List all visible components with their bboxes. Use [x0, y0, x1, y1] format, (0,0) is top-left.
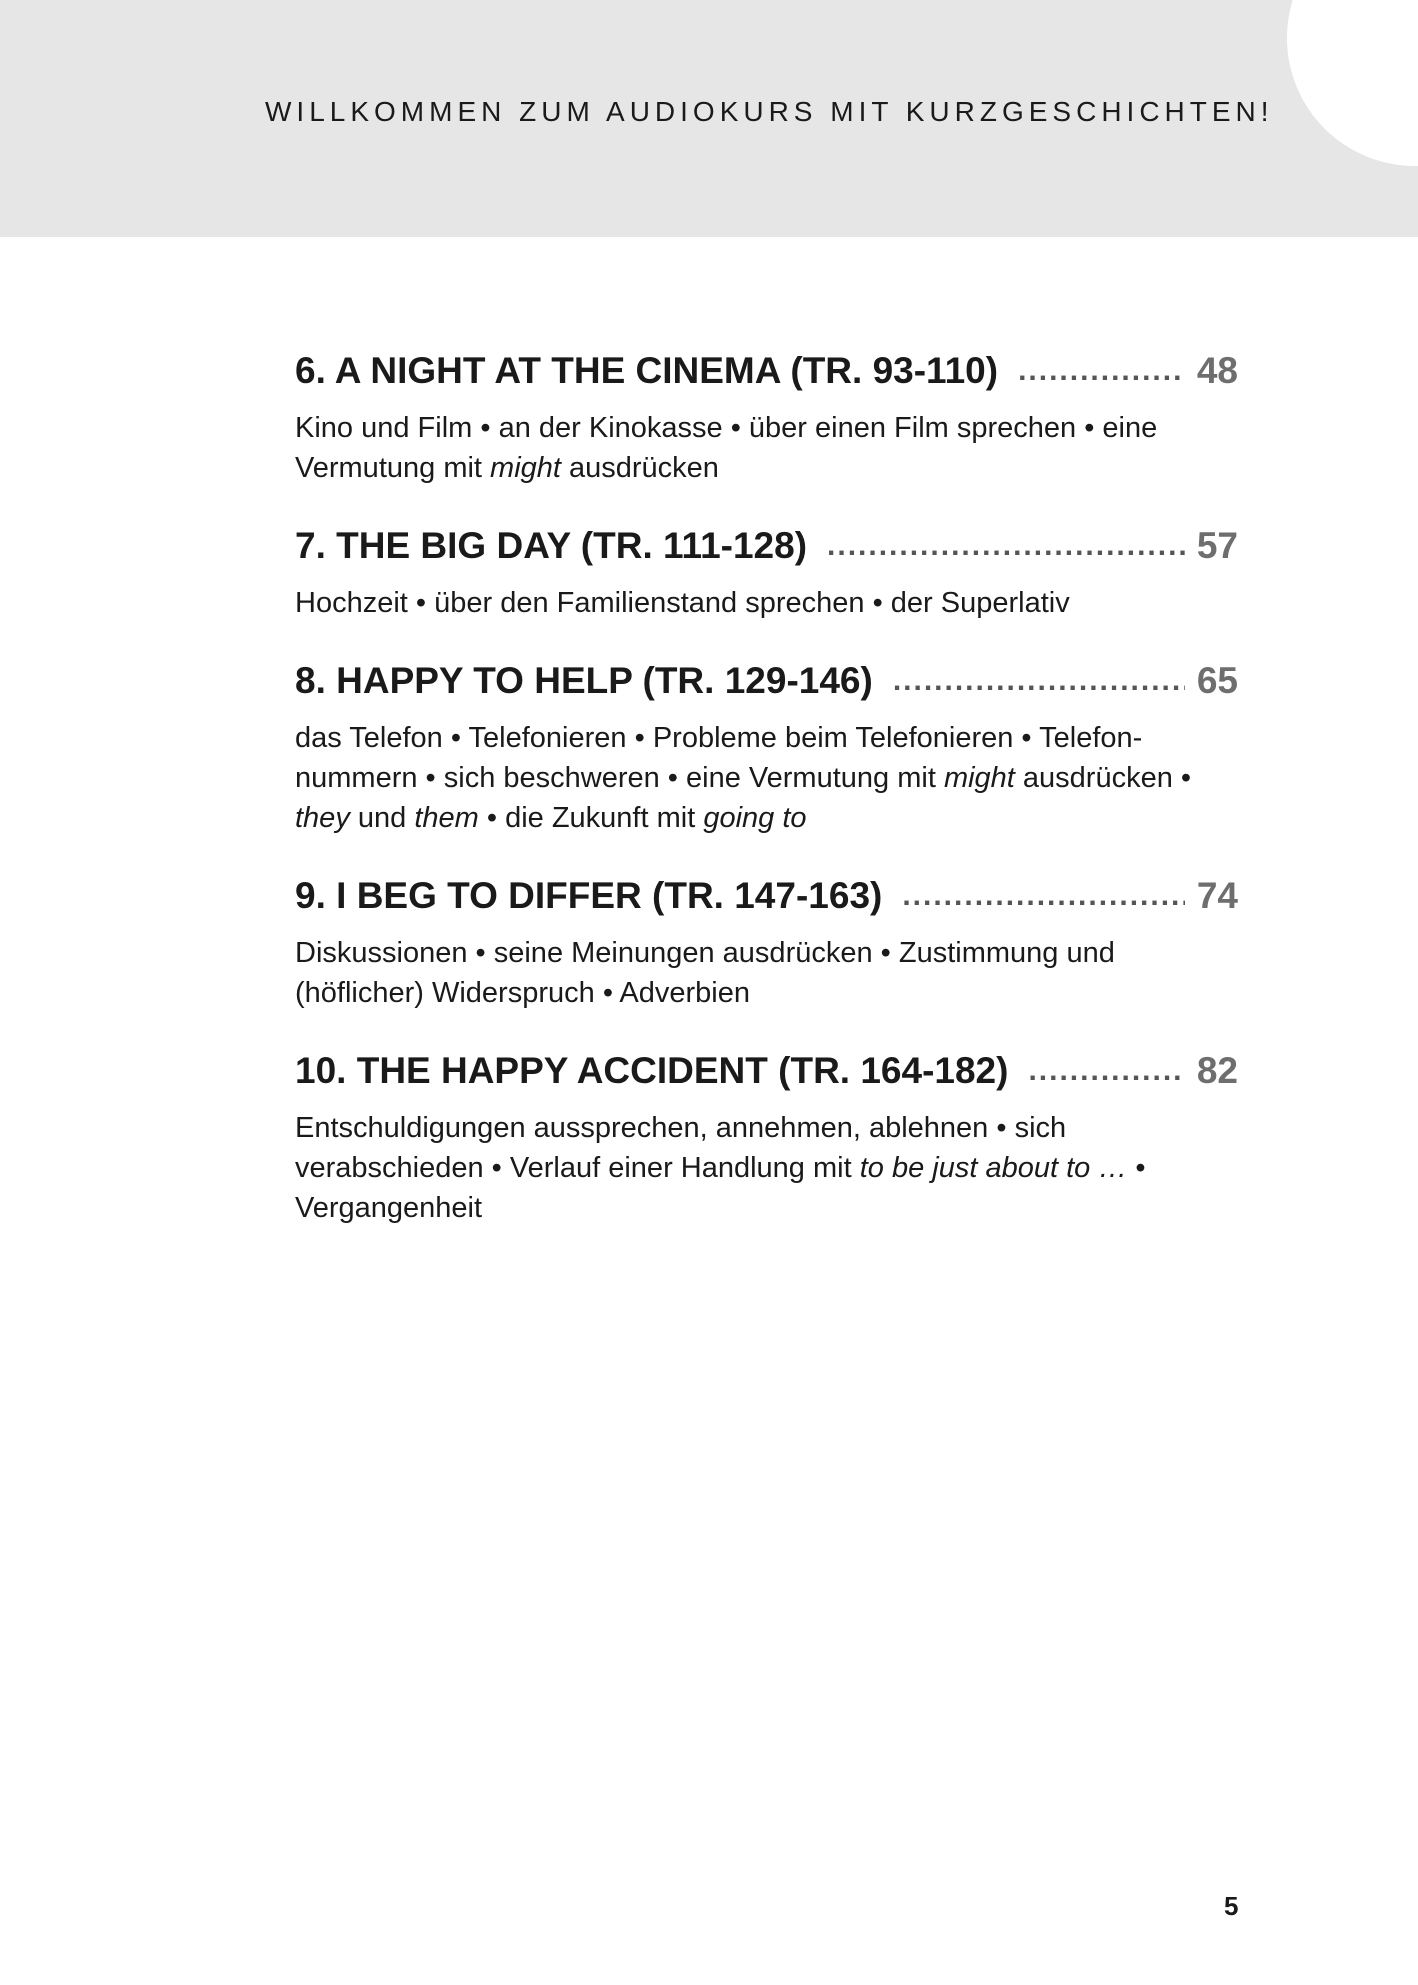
toc-entry-heading — [295, 1045, 1238, 1100]
description-text: Hochzeit • über den Familienstand sprechen • der Superlativ — [295, 587, 1070, 619]
toc-entry-page-number: 74 — [1196, 875, 1238, 916]
description-text: und — [349, 802, 415, 834]
toc-entry — [295, 655, 1238, 838]
toc-entry-title: 6. A NIGHT AT THE CINEMA (TR. 93-110) — [295, 350, 999, 391]
toc-entry — [295, 520, 1238, 623]
description-text: • die Zukunft mit — [478, 802, 704, 834]
toc-entry-heading — [295, 345, 1238, 400]
toc-entry-description — [295, 933, 1238, 1013]
toc-entry-title: 8. HAPPY TO HELP (TR. 129-146) — [295, 660, 873, 701]
description-text: • Vergangenheit — [295, 1152, 1146, 1224]
toc-entry-description — [295, 1108, 1238, 1228]
description-italic-term: to be just about to … — [859, 1152, 1128, 1184]
description-text: das Telefon • Telefonieren • Probleme beim Telefonieren • Telefonnummern • sich beschweren • eine Vermutung mit — [295, 722, 1143, 794]
toc-entry-title: 7. THE BIG DAY (TR. 111-128) — [295, 525, 808, 566]
toc-entry-heading — [295, 870, 1238, 925]
description-italic-term: going to — [703, 802, 807, 834]
description-italic-term: they — [295, 802, 350, 834]
toc-entry-title: 10. THE HAPPY ACCIDENT (TR. 164-182) — [295, 1050, 1009, 1091]
toc-entry — [295, 1045, 1238, 1228]
toc-entry-page-number: 48 — [1196, 350, 1238, 391]
toc-entry-heading — [295, 520, 1238, 575]
toc-dot-leader — [902, 870, 1185, 922]
page-number: 5 — [1224, 1891, 1239, 1921]
toc-entry — [295, 870, 1238, 1013]
header-band — [0, 0, 1418, 237]
table-of-contents — [295, 345, 1238, 1260]
header-decorative-circle — [1287, 0, 1418, 166]
toc-dot-leader — [1018, 345, 1185, 397]
toc-entry-heading — [295, 655, 1238, 710]
toc-entry-title: 9. I BEG TO DIFFER (TR. 147-163) — [295, 875, 883, 916]
toc-dot-leader — [1028, 1045, 1184, 1097]
toc-entry-page-number: 57 — [1196, 525, 1238, 566]
toc-entry-description — [295, 408, 1238, 488]
toc-entry-description — [295, 718, 1238, 838]
toc-entry — [295, 345, 1238, 488]
description-text: ausdrücken — [560, 452, 719, 484]
description-text: Entschuldigungen aussprechen, annehmen, ablehnen • sich verabschieden • Verlauf einer Handlung mit — [295, 1112, 1067, 1184]
toc-entry-description — [295, 583, 1238, 623]
description-text: Kino und Film • an der Kinokasse • über einen Film sprechen • eine Vermutung mit — [295, 412, 1158, 484]
running-header-title: WILLKOMMEN ZUM AUDIOKURS MIT KURZGESCHICHTEN! — [265, 96, 1274, 127]
toc-entry-page-number: 65 — [1196, 660, 1238, 701]
toc-entry-page-number: 82 — [1196, 1050, 1238, 1091]
description-text: ausdrücken • — [1014, 762, 1192, 794]
description-italic-term: them — [414, 802, 479, 834]
toc-dot-leader — [893, 655, 1185, 707]
description-italic-term: might — [490, 452, 561, 484]
toc-dot-leader — [827, 520, 1185, 572]
description-text: Diskussionen • seine Meinungen ausdrücken • Zustimmung und (höflicher) Widerspruch • Adverbien — [295, 937, 1115, 1009]
description-italic-term: might — [943, 762, 1015, 794]
